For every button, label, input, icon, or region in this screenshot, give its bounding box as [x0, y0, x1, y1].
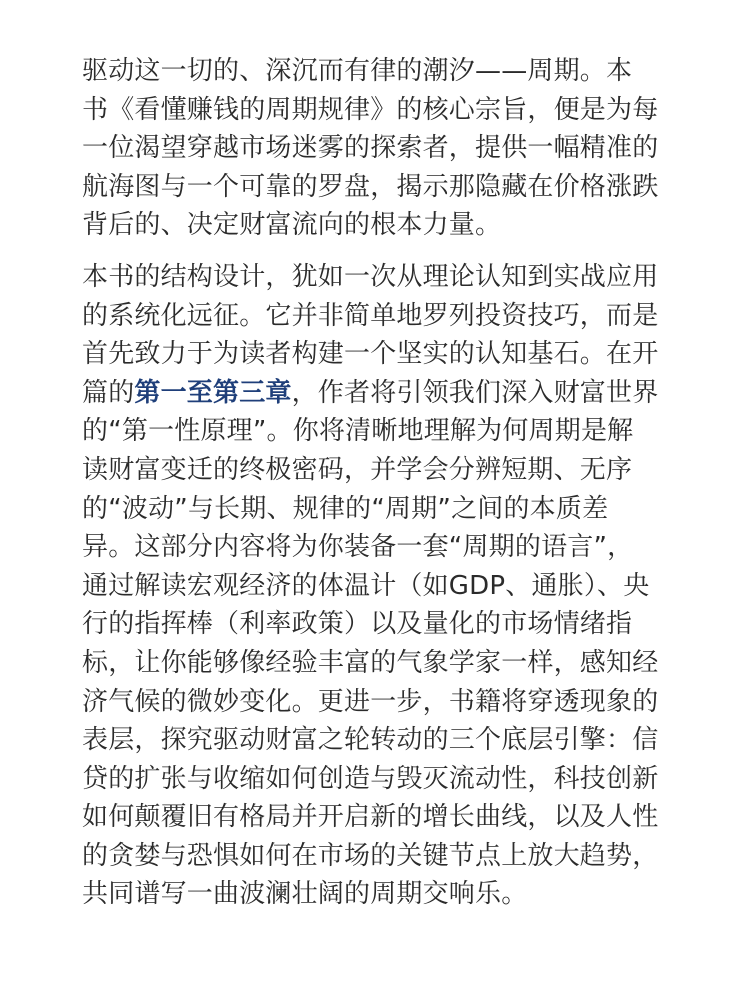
paragraph-structure [82, 258, 672, 914]
text-line: 济气候的微妙变化。更进一步，书籍将穿透现象的 [82, 686, 659, 717]
text-line: 航海图与一个可靠的罗盘，揭示那隐藏在价格涨跌 [82, 171, 659, 202]
text-line: 读财富变迁的终极密码，并学会分辨短期、无序 [82, 454, 633, 485]
text-line: 表层，探究驱动财富之轮转动的三个底层引擎：信 [82, 725, 659, 756]
text-line: 贷的扩张与收缩如何创造与毁灭流动性，科技创新 [82, 763, 659, 794]
text-line: 一位渴望穿越市场迷雾的探索者，提供一幅精准的 [82, 133, 659, 164]
text-line: 的“波动”与长期、规律的“周期”之间的本质差 [82, 493, 609, 524]
text-line: 首先致力于为读者构建一个坚实的认知基石。在开 [82, 339, 659, 370]
text-line: 如何颠覆旧有格局并开启新的增长曲线，以及人性 [82, 802, 659, 833]
text-line [82, 374, 672, 413]
text-line: 的“第一性原理”。你将清晰地理解为何周期是解 [82, 416, 634, 447]
text-segment: 篇的 [82, 377, 135, 408]
text-line: 的贪婪与恐惧如何在市场的关键节点上放大趋势， [82, 840, 659, 871]
text-line: 背后的、决定财富流向的根本力量。 [82, 210, 502, 241]
text-line: 行的指挥棒（利率政策）以及量化的市场情绪指 [82, 609, 633, 640]
text-line: 书《看懂赚钱的周期规律》的核心宗旨，便是为每 [82, 94, 659, 125]
text-line: 通过解读宏观经济的体温计（如GDP、通胀）、央 [82, 570, 650, 601]
text-line: 本书的结构设计，犹如一次从理论认知到实战应用 [82, 261, 659, 292]
text-line: 异。这部分内容将为你装备一套“周期的语言”， [82, 532, 634, 563]
text-segment: ，作者将引领我们深入财富世界 [291, 377, 659, 408]
paragraph-intro [82, 52, 672, 245]
chapter-highlight: 第一至第三章 [134, 377, 292, 408]
text-line: 标，让你能够像经验丰富的气象学家一样，感知经 [82, 647, 659, 678]
text-line: 的系统化远征。它并非简单地罗列投资技巧，而是 [82, 300, 659, 331]
article-body [82, 52, 672, 914]
text-line: 驱动这一切的、深沉而有律的潮汐——周期。本 [82, 56, 633, 86]
text-line: 共同谱写一曲波澜壮阔的周期交响乐。 [82, 879, 528, 910]
